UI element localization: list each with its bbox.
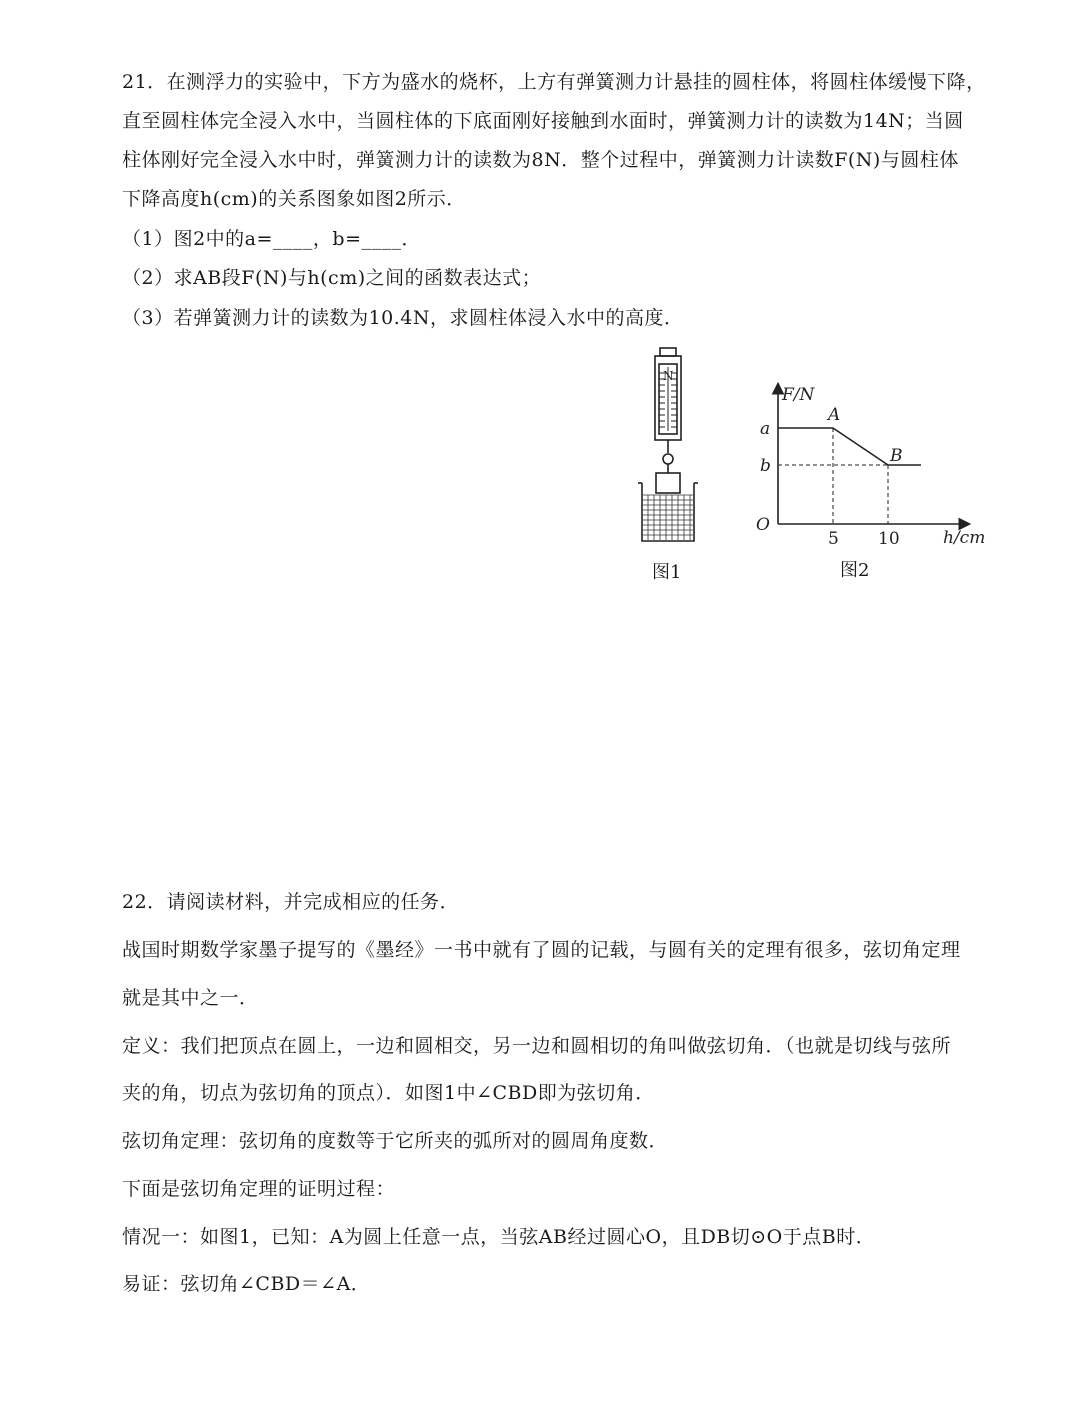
figure-2-caption: 图2 (840, 560, 870, 581)
q21-line-1: 21．在测浮力的实验中，下方为盛水的烧杯，上方有弹簧测力计悬挂的圆柱体，将圆柱体缓慢下降， (122, 71, 986, 93)
q22-line-6: 弦切角定理：弦切角的度数等于它所夹的弧所对的圆周角度数． (122, 1130, 669, 1152)
figure-2-graph (740, 375, 1000, 555)
point-b-label: B (890, 446, 903, 466)
y-tick-b: b (760, 456, 771, 476)
scale-top-ring (660, 348, 676, 356)
x-axis-label: h/cm (943, 528, 986, 548)
q21-line-3: 柱体刚好完全浸入水中时，弹簧测力计的读数为8N．整个过程中，弹簧测力计读数F(N)与圆柱体 (122, 149, 959, 171)
point-a-label: A (828, 405, 841, 425)
x-tick-10: 10 (878, 529, 900, 549)
q21-line-2: 直至圆柱体完全浸入水中，当圆柱体的下底面刚好接触到水面时，弹簧测力计的读数为14N；当圆 (122, 110, 964, 132)
q22-line-3: 就是其中之一． (122, 987, 259, 1009)
origin-label: O (756, 515, 770, 535)
q22-line-5: 夹的角，切点为弦切角的顶点）．如图1中∠CBD即为弦切角． (122, 1082, 655, 1104)
x-tick-5: 5 (828, 529, 839, 549)
q22-line-2: 战国时期数学家墨子提写的《墨经》一书中就有了圆的记载，与圆有关的定理有很多，弦切角定理 (122, 939, 961, 961)
q21-subquestion-3: （3）若弹簧测力计的读数为10.4N，求圆柱体浸入水中的高度． (122, 307, 684, 329)
q21-subquestion-1: （1）图2中的a=____，b=____． (122, 228, 422, 250)
q21-subquestion-2: （2）求AB段F(N)与h(cm)之间的函数表达式； (122, 267, 542, 289)
y-tick-a: a (760, 419, 771, 439)
figure-1-caption: 图1 (652, 562, 682, 583)
q22-line-1: 22．请阅读材料，并完成相应的任务． (122, 891, 460, 913)
q22-line-4: 定义：我们把顶点在圆上，一边和圆相交，另一边和圆相切的角叫做弦切角．（也就是切线与弦所 (122, 1035, 952, 1057)
cylinder (656, 473, 680, 493)
beaker (642, 483, 694, 541)
figure-1-spring-scale (630, 345, 710, 555)
q22-line-9: 易证：弦切角∠CBD＝∠A． (122, 1273, 371, 1295)
q22-line-8: 情况一：如图1，已知：A为圆上任意一点，当弦AB经过圆心O，且DB切⊙O于点B时． (122, 1226, 876, 1248)
scale-hook (663, 454, 673, 464)
y-axis-label: F/N (782, 385, 815, 405)
scale-letter: N (663, 369, 674, 383)
q21-line-4: 下降高度h(cm)的关系图象如图2所示． (122, 188, 466, 210)
q22-line-7: 下面是弦切角定理的证明过程： (122, 1178, 396, 1200)
